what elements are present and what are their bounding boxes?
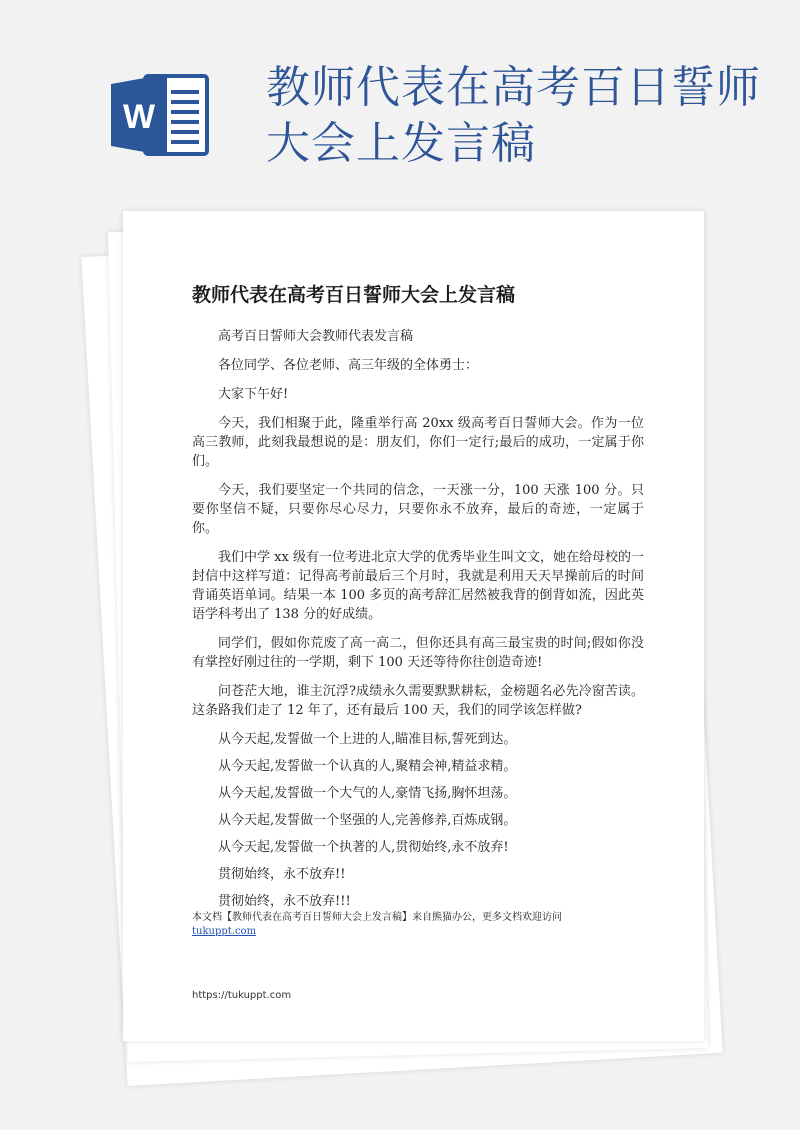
banner-title: 教师代表在高考百日誓师大会上发言稿 [266,62,761,169]
paragraph: 同学们，假如你荒废了高一高二，但你还具有高三最宝贵的时间;假如你没有掌控好刚过往的一学期，剩下 100 天还等待你往创造奇迹! [192,636,644,670]
svg-text:W: W [122,98,156,136]
paragraph: 贯彻始终，永不放弃!! [218,867,346,882]
paragraph: 从今天起,发誓做一个大气的人,豪情飞扬,胸怀坦荡。 [218,786,517,801]
footer-url: https://tukuppt.com [192,990,292,1001]
paragraph: 从今天起,发誓做一个坚强的人,完善修养,百炼成钢。 [218,813,517,828]
word-logo-icon [111,72,211,158]
document-title: 教师代表在高考百日誓师大会上发言稿 [192,284,516,306]
footer-note-text: 本文档【教师代表在高考百日誓师大会上发言稿】来自熊猫办公，更多文档欢迎访问 [192,912,562,923]
footer-note [192,911,652,939]
paragraph: 从今天起,发誓做一个上进的人,瞄准目标,誓死到达。 [218,732,517,747]
paragraph: 各位同学、各位老师、高三年级的全体勇士： [218,358,479,373]
paragraph: 今天，我们要坚定一个共同的信念，一天涨一分，100 天涨 100 分。只要你坚信不疑，只要你尽心尽力，只要你永不放弃，最后的奇迹，一定属于你。 [192,483,644,536]
document-body [192,327,644,919]
footer-link[interactable]: tukuppt.com [192,926,257,937]
paragraph: 今天，我们相聚于此，隆重举行高 20xx 级高考百日誓师大会。作为一位高三教师，此刻我最想说的是：朋友们，你们一定行;最后的成功，一定属于你们。 [192,416,644,469]
paragraph: 高考百日誓师大会教师代表发言稿 [218,329,414,344]
paragraph: 问苍茫大地，谁主沉浮?成绩永久需要默默耕耘，金榜题名必先冷窗苦读。这条路我们走了 12 年了，还有最后 100 天，我们的同学该怎样做? [192,684,644,718]
paragraph: 贯彻始终，永不放弃!!! [218,894,351,909]
paragraph: 从今天起,发誓做一个执著的人,贯彻始终,永不放弃! [218,840,509,855]
paragraph: 我们中学 xx 级有一位考进北京大学的优秀毕业生叫文文，她在给母校的一封信中这样写道：记得高考前最后三个月时，我就是利用天天早操前后的时间背诵英语单词。结果一本 100 多页的高考辞汇居然被我背的倒背如流，因此英语学科考出了 138 分的好成绩。 [192,550,644,622]
paragraph: 从今天起,发誓做一个认真的人,聚精会神,精益求精。 [218,759,517,774]
paragraph: 大家下午好! [218,387,289,402]
